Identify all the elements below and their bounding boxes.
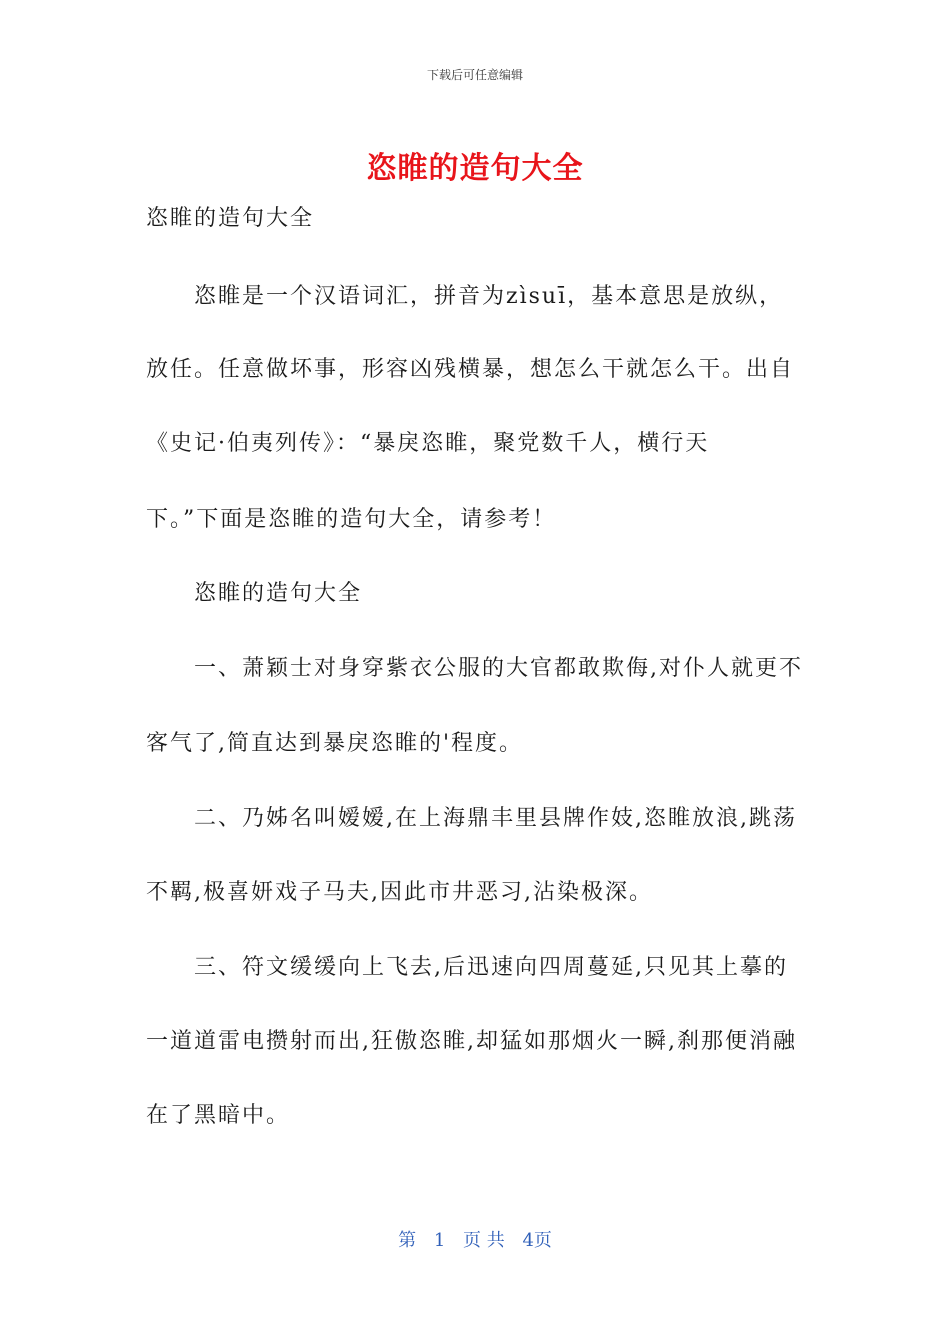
paragraph-line: 恣睢是一个汉语词汇，拼音为zìsuī，基本意思是放纵， (194, 284, 784, 309)
paragraph-line: 放任。任意做坏事，形容凶残横暴，想怎么干就怎么干。出自 (146, 357, 795, 382)
footer-page-number: 1 (433, 1230, 446, 1251)
paragraph-line: 下。”下面是恣睢的造句大全，请参考！ (146, 507, 557, 532)
section-heading: 恣睢的造句大全 (194, 581, 363, 606)
paragraph-line: 《史记·伯夷列传》：“暴戾恣睢，聚党数千人，横行天 (146, 431, 710, 456)
footer-middle: 页 共 (463, 1230, 505, 1251)
paragraph-line: 客气了,简直达到暴戾恣睢的'程度。 (146, 731, 524, 756)
paragraph-line: 一、萧颖士对身穿紫衣公服的大官都敢欺侮,对仆人就更不 (194, 656, 803, 681)
paragraph-line: 三、符文缓缓向上飞去,后迅速向四周蔓延,只见其上摹的 (194, 955, 788, 980)
paragraph-line: 一道道雷电攒射而出,狂傲恣睢,却猛如那烟火一瞬,刹那便消融 (146, 1029, 797, 1054)
header-note: 下载后可任意编辑 (426, 68, 523, 82)
subtitle-line: 恣睢的造句大全 (146, 206, 315, 231)
footer-prefix: 第 (398, 1230, 417, 1251)
paragraph-line: 二、乃姊名叫嫒嫒,在上海鼎丰里县牌作妓,恣睢放浪,跳荡 (194, 806, 797, 831)
page-footer (0, 1226, 950, 1252)
document-title: 恣睢的造句大全 (366, 151, 584, 186)
footer-total: 4页 (522, 1230, 552, 1251)
paragraph-line: 不羁,极喜妍戏子马夫,因此市井恶习,沾染极深。 (146, 880, 653, 905)
paragraph-line: 在了黑暗中。 (146, 1103, 291, 1128)
